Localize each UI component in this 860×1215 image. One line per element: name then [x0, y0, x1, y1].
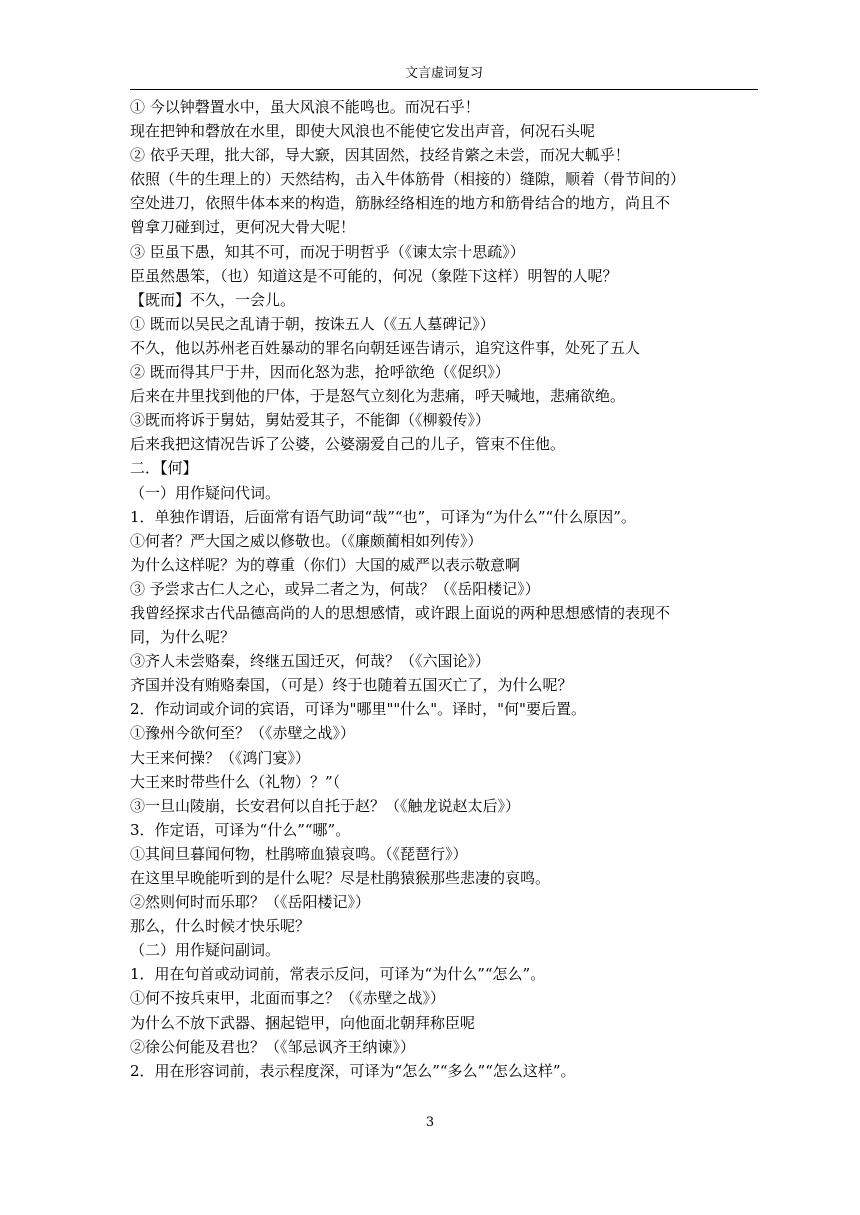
text-line: ①何者？严大国之威以修敬也。（《廉颇蔺相如列传》） [130, 531, 483, 550]
text-line: 不久，他以苏州老百姓暴动的罪名向朝廷诬告请示，追究这件事，处死了五人 [130, 338, 641, 357]
text-line: （一）用作疑问代词。 [130, 483, 281, 502]
text-line: 二．【何】 [130, 459, 198, 478]
text-line: ②徐公何能及君也？（《邹忌讽齐王纳谏》） [130, 1037, 416, 1056]
text-line: 空处进刀，依照牛体本来的构造，筋脉经络相连的地方和筋骨结合的地方，尚且不 [130, 194, 671, 213]
text-line: 3．作定语，可译为“什么”“哪”。 [130, 820, 351, 839]
text-line: 1．单独作谓语，后面常有语气助词“哉”“也”，可译为“为什么”“什么原因”。 [130, 507, 636, 526]
page-number: 3 [425, 1115, 435, 1130]
text-line: 臣虽然愚笨，（也）知道这是不可能的，何况（象陛下这样）明智的人呢？ [130, 266, 618, 285]
text-line: 现在把钟和磬放在水里，即使大风浪也不能使它发出声音，何况石头呢 [130, 122, 596, 141]
text-line: ①何不按兵束甲，北面而事之？（《赤壁之战》） [130, 989, 446, 1008]
text-line: （二）用作疑问副词。 [130, 941, 281, 960]
text-line: 2．作动词或介词的宾语，可译为"哪里""什么"。译时，"何"要后置。 [130, 700, 586, 719]
text-line: 我曾经探求古代品德高尚的人的思想感情，或许跟上面说的两种思想感情的表现不 [130, 603, 671, 622]
text-line: 同，为什么呢？ [130, 628, 236, 647]
text-line: 大王来何操？（《鸿门宴》） [130, 748, 311, 767]
text-line: 依照（牛的生理上的）天然结构，击入牛体筋骨（相接的）缝隙，顺着（骨节间的） [130, 170, 686, 189]
text-line: ③ 予尝求古仁人之心，或异二者之为，何哉？（《岳阳楼记》） [130, 579, 540, 598]
text-line: 在这里早晚能听到的是什么呢？尽是杜鹃猿猴那些悲凄的哀鸣。 [130, 869, 551, 887]
text-line: ②然则何时而乐耶？（《岳阳楼记》） [130, 893, 371, 912]
text-line: ① 今以钟磬置水中，虽大风浪不能鸣也。而况石乎！ [130, 98, 480, 116]
text-line: 齐国并没有贿赂秦国，（可是）终于也随着五国灭亡了，为什么呢？ [130, 676, 573, 695]
text-line: ①其间旦暮闻何物，杜鹃啼血猿哀鸣。（《琵琶行》） [130, 844, 468, 863]
text-line: 为什么不放下武器、捆起铠甲，向他面北朝拜称臣呢 [130, 1013, 476, 1032]
text-line: 【既而】不久，一会儿。 [130, 290, 296, 309]
text-line: ② 依乎天理，批大郤，导大窾，因其固然，技经肯綮之未尝，而况大軱乎！ [130, 146, 630, 165]
header-divider [130, 89, 758, 90]
text-line: ③齐人未尝赂秦，终继五国迁灭，何哉？（《六国论》） [130, 652, 491, 671]
text-line: 那么，什么时候才快乐呢？ [130, 917, 311, 936]
text-line: 后来在井里找到他的尸体，于是怒气立刻化为悲痛，呼天喊地，悲痛欲绝。 [130, 387, 626, 406]
text-line: ①豫州今欲何至？（《赤壁之战》） [130, 724, 356, 743]
page-header-title: 文言虚词复习 [404, 66, 483, 81]
text-line: 1．用在句首或动词前，常表示反问，可译为“为什么”“怎么”。 [130, 965, 546, 984]
document-body [130, 95, 770, 1083]
text-line: ③ 臣虽下愚，知其不可，而况于明哲乎（《谏太宗十思疏》） [130, 242, 525, 261]
text-line: ③既而将诉于舅姑，舅姑爱其子，不能御（《柳毅传》） [130, 411, 491, 430]
text-line: ② 既而得其尸于井，因而化怒为悲，抢呼欲绝（《促织》） [130, 363, 510, 382]
text-line: 为什么这样呢？为的尊重（你们）大国的威严以表示敬意啊 [130, 555, 521, 574]
text-line: 大王来时带些什么（礼物）？”（ [130, 772, 341, 791]
text-line: 后来我把这情况告诉了公婆，公婆溺爱自己的儿子，管束不住他。 [130, 435, 566, 454]
text-line: 曾拿刀碰到过，更何况大骨大呢！ [130, 218, 356, 237]
text-line: ① 既而以吴民之乱请于朝，按诛五人（《五人墓碑记》） [130, 314, 495, 333]
text-line: 2．用在形容词前，表示程度深，可译为“怎么”“多么”“怎么这样”。 [130, 1061, 576, 1080]
text-line: ③一旦山陵崩，长安君何以自托于赵？（《触龙说赵太后》） [130, 796, 521, 815]
